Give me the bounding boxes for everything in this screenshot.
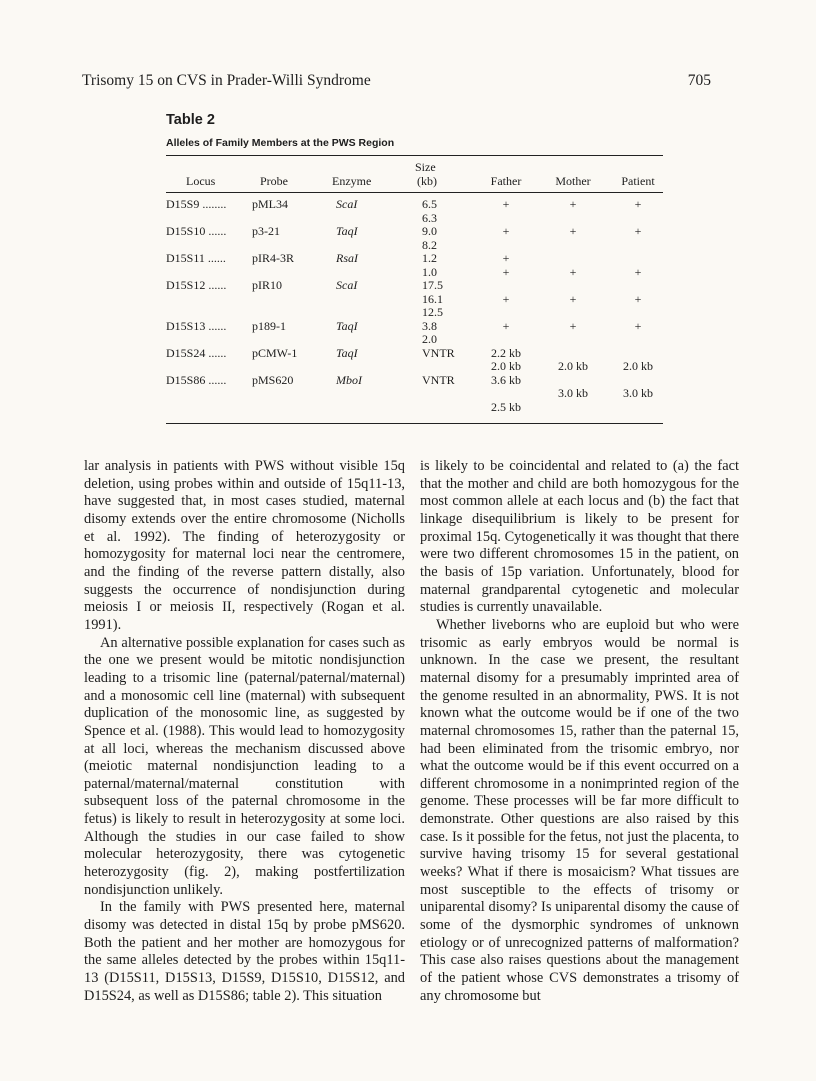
cell-mother: +: [569, 264, 577, 279]
table-row: [166, 212, 663, 226]
table-row: [166, 387, 663, 401]
paragraph: lar analysis in patients with PWS without visible 15q deletion, using probes within and outside of 15q11-13, have suggested that, in most cases studied, maternal disomy extends over the entire chromosome (Nicholls et al. 1992). The finding of heterozygosity or homozygosity for maternal loci near the centromere, and the finding of the reverse pattern distally, also suggests the occurrence of nondisjunction during meiosis I or meiosis II, respectively (Rogan et al. 1991).: [84, 458, 405, 633]
table-row: [166, 320, 663, 334]
cell-mother: +: [569, 224, 577, 238]
table-row: [166, 279, 663, 293]
body-column-right: [420, 458, 739, 1005]
cell-size: 2.0: [422, 332, 437, 346]
cell-enzyme: MboI: [336, 372, 362, 387]
cell-patient: 3.0 kb: [623, 386, 653, 400]
cell-locus: D15S11 ......: [166, 251, 226, 265]
header-enzyme: Enzyme: [332, 174, 372, 188]
cell-locus: D15S13 ......: [166, 318, 227, 333]
cell-enzyme: ScaI: [336, 278, 358, 292]
cell-locus: D15S12 ......: [166, 278, 227, 292]
cell-father: +: [502, 224, 510, 238]
running-head-title: Trisomy 15 on CVS in Prader-Willi Syndrome: [82, 72, 371, 89]
header-locus: Locus: [186, 174, 216, 188]
table-row: [166, 306, 663, 320]
cell-enzyme: TaqI: [336, 318, 358, 333]
header-probe: Probe: [260, 174, 288, 188]
cell-size: 17.5: [422, 278, 443, 292]
table-caption: Alleles of Family Members at the PWS Region: [166, 137, 395, 149]
running-head: [82, 72, 711, 96]
cell-father: +: [502, 291, 510, 306]
cell-probe: pML34: [252, 197, 288, 211]
cell-size: 12.5: [422, 305, 443, 319]
table-row: [166, 401, 663, 415]
cell-probe: pIR4-3R: [252, 251, 294, 265]
table-top-rule: [166, 155, 663, 156]
cell-enzyme: RsaI: [336, 251, 358, 265]
cell-size: 8.2: [422, 237, 437, 252]
table-row: [166, 252, 663, 266]
cell-father: 2.2 kb: [491, 345, 521, 360]
cell-mother: 2.0 kb: [558, 359, 588, 373]
header-patient: Patient: [621, 174, 655, 188]
cell-father: 2.5 kb: [491, 399, 521, 414]
cell-probe: p3-21: [252, 224, 280, 238]
cell-size: 16.1: [422, 291, 443, 306]
body-column-left: [84, 458, 405, 1005]
cell-father: +: [502, 318, 510, 333]
table-row: [166, 266, 663, 280]
cell-locus: D15S86 ......: [166, 372, 227, 387]
cell-father: 2.0 kb: [491, 359, 521, 373]
cell-patient: +: [634, 197, 642, 211]
table-body: [166, 198, 663, 414]
cell-mother: +: [569, 318, 577, 333]
cell-probe: pMS620: [252, 372, 294, 387]
table-header-rule: [166, 192, 663, 193]
table-row: [166, 239, 663, 253]
table-row: [166, 198, 663, 212]
table-row: [166, 333, 663, 347]
header-size: Size: [415, 160, 436, 174]
table-header: [166, 160, 663, 188]
page-number: 705: [687, 72, 711, 89]
cell-patient: 2.0 kb: [623, 359, 653, 373]
paragraph: An alternative possible explanation for cases such as the one we present would be mitotic nondisjunction leading to a trisomic line (paternal/paternal/maternal) and a monosomic cell line (maternal) with subsequent duplication of the monosomic line, as suggested by Spence et al. (1988). This would lead to homozygosity at all loci, whereas the mechanism discussed above (meiotic maternal nondisjunction leading to a paternal/maternal/maternal constitution with subsequent loss of the paternal chromosome in the fetus) is likely to result in heterozygosity at some loci. Although the studies in our case failed to show molecular heterozygosity, there was cytogenetic heterozygosity (fig. 2), making postfertilization nondisjunction unlikely.: [84, 634, 405, 898]
cell-probe: pIR10: [252, 278, 282, 292]
cell-patient: +: [634, 318, 642, 333]
cell-enzyme: TaqI: [336, 224, 358, 238]
cell-father: +: [502, 197, 510, 211]
cell-size: 3.8: [422, 318, 437, 333]
cell-locus: D15S10 ......: [166, 224, 227, 238]
cell-mother: 3.0 kb: [558, 386, 588, 400]
cell-patient: +: [634, 264, 642, 279]
cell-patient: +: [634, 291, 642, 306]
header-mother: Mother: [555, 174, 591, 188]
table-bottom-rule: [166, 423, 663, 424]
cell-size: 1.2: [422, 251, 437, 265]
cell-patient: +: [634, 224, 642, 238]
table-row: [166, 374, 663, 388]
cell-father: +: [502, 251, 510, 265]
cell-father: 3.6 kb: [491, 372, 521, 387]
cell-size: 1.0: [422, 264, 437, 279]
paragraph: Whether liveborns who are euploid but who were trisomic as early embryos would be normal is unknown. In the case we present, the resultant maternal disomy for a presumably imprinted area of the genome resulted in an abnormality, PWS. It is not known what the outcome would be if one of the two maternal chromosomes 15, rather than the paternal 15, had been eliminated from the trisomic embryo, nor what the outcome would be if this event occurred on a different chromosome in a nonimprinted region of the genome. These processes will be far more difficult to demonstrate. Other questions are also raised by this case. Is it possible for the fetus, not just the placenta, to survive having trisomy 15 for several gestational weeks? What if there is mosaicism? What tissues are most susceptible to the effects of trisomy or uniparental disomy? Is uniparental disomy the cause of some of the dysmorphic syndromes of unknown etiology or of unrecognized patterns of malformation? This case also raises questions about the management of the patient whose CVS demonstrates a trisomy of any chromosome but: [420, 616, 739, 1004]
cell-locus: D15S9 ........: [166, 197, 227, 211]
cell-mother: +: [569, 197, 577, 211]
table-row: [166, 293, 663, 307]
table-row: [166, 347, 663, 361]
cell-size: 9.0: [422, 224, 437, 238]
table-row: [166, 225, 663, 239]
cell-size: 6.3: [422, 210, 437, 225]
header-size-unit: (kb): [417, 174, 437, 188]
cell-mother: +: [569, 291, 577, 306]
cell-enzyme: TaqI: [336, 345, 358, 360]
table-row: [166, 360, 663, 374]
cell-locus: D15S24 ......: [166, 345, 227, 360]
cell-enzyme: ScaI: [336, 197, 358, 211]
cell-probe: pCMW-1: [252, 345, 298, 360]
header-father: Father: [490, 174, 522, 188]
table-label: Table 2: [166, 112, 215, 128]
cell-probe: p189-1: [252, 318, 286, 333]
cell-size: 6.5: [422, 197, 437, 211]
cell-father: +: [502, 264, 510, 279]
cell-size: VNTR: [422, 372, 455, 387]
cell-size: VNTR: [422, 345, 455, 360]
paragraph: In the family with PWS presented here, maternal disomy was detected in distal 15q by probe pMS620. Both the patient and her mother are homozygous for the same alleles detected by the probes within 15q11-13 (D15S11, D15S13, D15S9, D15S10, D15S12, and D15S24, as well as D15S86; table 2). This situation: [84, 899, 405, 1004]
paragraph: is likely to be coincidental and related to (a) the fact that the mother and child are both homozygous for the most common allele at each locus and (b) the fact that linkage disequilibrium is likely to be present for proximal 15q. Cytogenetically it was thought that there were two different chromosomes 15 in the patient, on the basis of 15p variation. Unfortunately, blood for maternal grandparental cytogenetic and molecular studies is currently unavailable.: [420, 458, 739, 616]
